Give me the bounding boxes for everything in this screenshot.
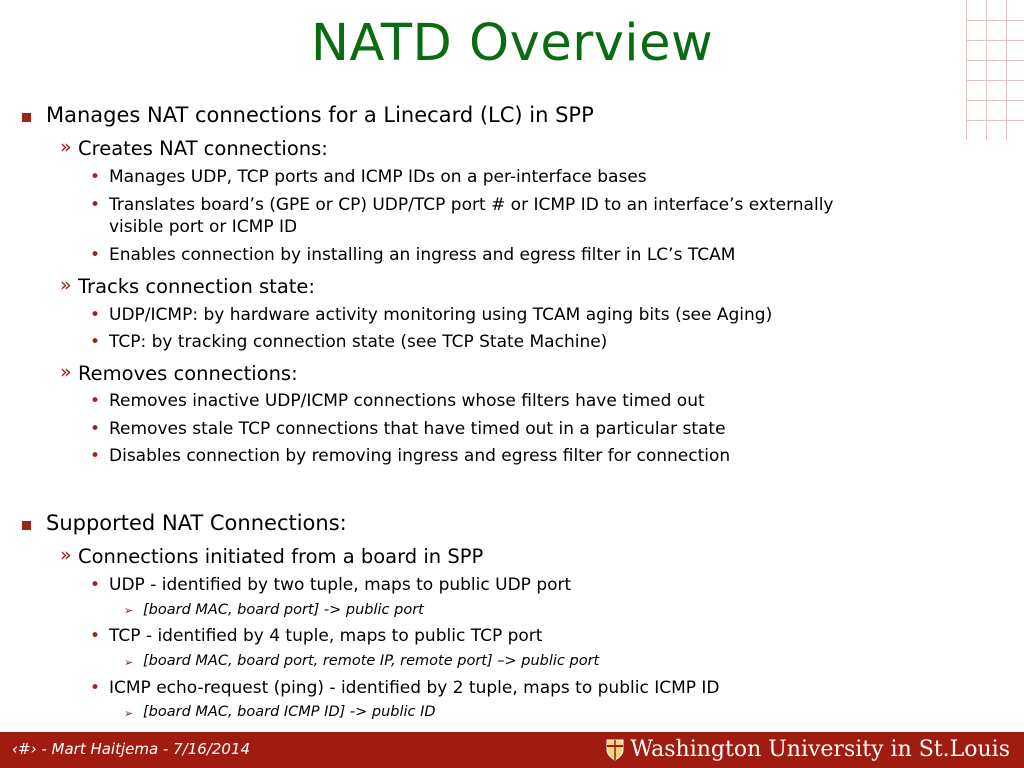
slide-footer — [0, 732, 1024, 768]
level3-text: Manages UDP, TCP ports and ICMP IDs on a per-interface bases — [109, 167, 647, 187]
double-chevron-bullet-icon: » — [60, 544, 72, 566]
arrow-bullet-icon: ➢ — [124, 656, 134, 669]
dot-bullet-icon: • — [90, 245, 101, 265]
level1-text: Supported NAT Connections: — [46, 511, 347, 535]
level3-text: UDP - identified by two tuple, maps to public UDP port — [109, 575, 572, 595]
level4-text: [board MAC, board port, remote IP, remote port] –> public port — [143, 653, 600, 669]
dot-bullet-icon: • — [90, 678, 101, 698]
level3-text: ICMP echo-request (ping) - identified by 2 tuple, maps to public ICMP ID — [109, 678, 720, 698]
level2-text: Removes connections: — [78, 362, 298, 385]
level2-text: Connections initiated from a board in SPP — [78, 545, 484, 568]
level3-text: Removes stale TCP connections that have timed out in a particular state — [109, 419, 726, 439]
level2-text: Creates NAT connections: — [78, 137, 328, 160]
double-chevron-bullet-icon: » — [60, 361, 72, 383]
footer-slide-info: ‹#› - Mart Haitjema - 7/16/2014 — [12, 740, 251, 758]
dot-bullet-icon: • — [90, 446, 101, 466]
shield-icon — [606, 739, 624, 761]
arrow-bullet-icon: ➢ — [124, 604, 134, 617]
dot-bullet-icon: • — [90, 305, 101, 325]
university-logo — [606, 737, 1010, 762]
university-name: Washington University in St.Louis — [630, 737, 1010, 762]
level3-text-continuation: visible port or ICMP ID — [109, 217, 298, 237]
level3-text: Disables connection by removing ingress and egress filter for connection — [109, 446, 731, 466]
double-chevron-bullet-icon: » — [60, 274, 72, 296]
level3-text: TCP: by tracking connection state (see TCP State Machine) — [109, 332, 608, 352]
level2-text: Tracks connection state: — [78, 275, 315, 298]
dot-bullet-icon: • — [90, 419, 101, 439]
level3-text: UDP/ICMP: by hardware activity monitoring using TCAM aging bits (see Aging) — [109, 305, 773, 325]
dot-bullet-icon: • — [90, 391, 101, 411]
level4-text: [board MAC, board ICMP ID] -> public ID — [143, 704, 436, 720]
square-bullet-icon — [22, 113, 31, 122]
slide-title: NATD Overview — [310, 14, 714, 73]
arrow-bullet-icon: ➢ — [124, 707, 134, 720]
level4-text: [board MAC, board port] -> public port — [143, 602, 424, 618]
dot-bullet-icon: • — [90, 195, 101, 215]
dot-bullet-icon: • — [90, 167, 101, 187]
level3-text: Enables connection by installing an ingress and egress filter in LC’s TCAM — [109, 245, 736, 265]
double-chevron-bullet-icon: » — [60, 136, 72, 158]
dot-bullet-icon: • — [90, 626, 101, 646]
level3-text: Removes inactive UDP/ICMP connections whose filters have timed out — [109, 391, 705, 411]
square-bullet-icon — [22, 521, 31, 530]
level1-text: Manages NAT connections for a Linecard (LC) in SPP — [46, 103, 594, 127]
dot-bullet-icon: • — [90, 575, 101, 595]
level3-text: Translates board’s (GPE or CP) UDP/TCP port # or ICMP ID to an interface’s externally — [109, 195, 834, 215]
level3-text: TCP - identified by 4 tuple, maps to public TCP port — [109, 626, 543, 646]
dot-bullet-icon: • — [90, 332, 101, 352]
